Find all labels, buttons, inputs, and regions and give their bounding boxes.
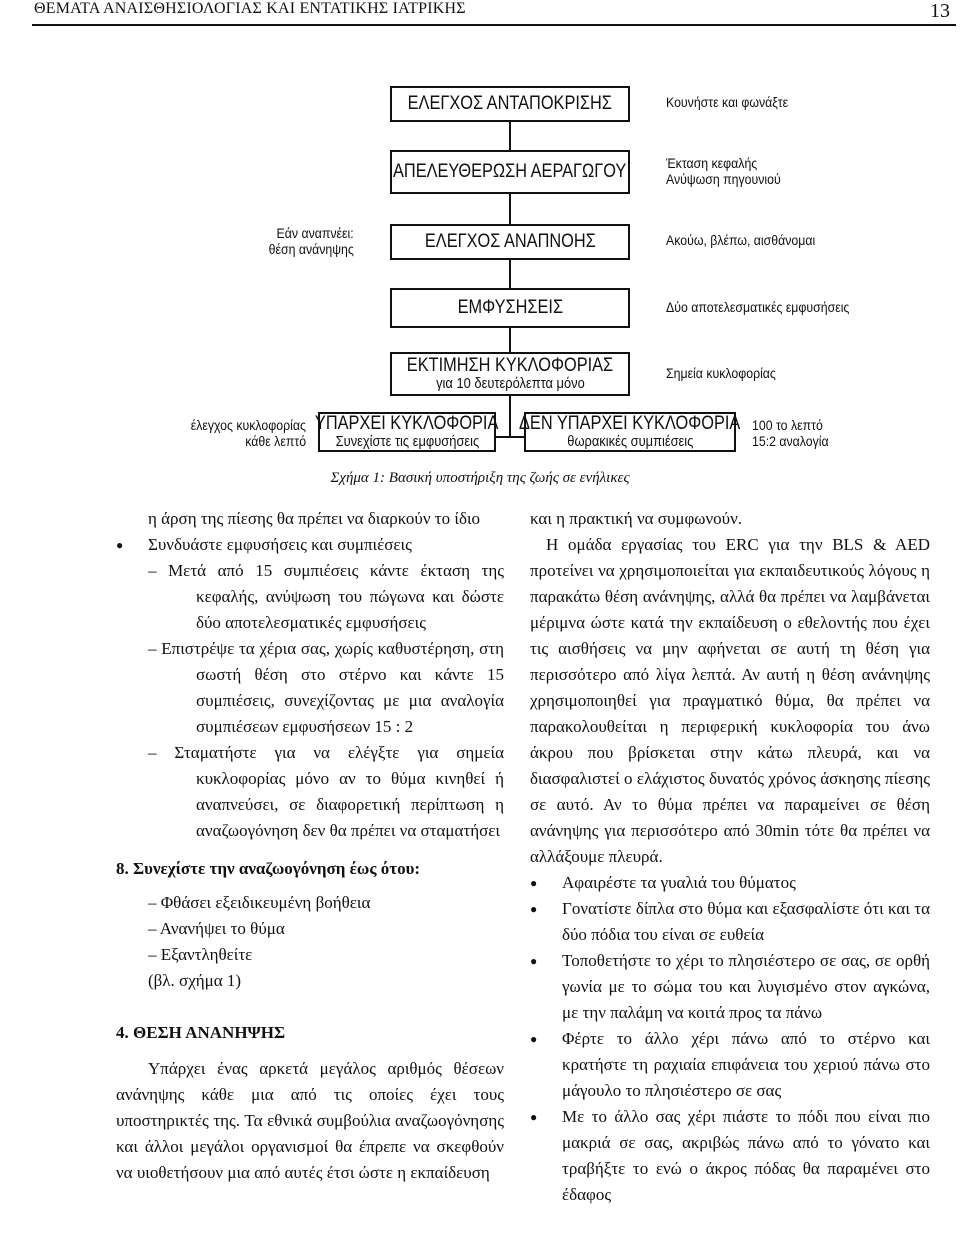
dash-item: – Φθάσει εξειδικευμένη βοήθεια bbox=[148, 893, 371, 912]
dash-item: – Σταματήστε για να ελέγξτε για σημεία κυκλοφορίας μόνο αν το θύμα κινηθεί ή αναπνεύσει, σε διαφορετική περίπτωση η αναζωογόνηση δεν θα πρέπει να σταματήσει bbox=[148, 743, 504, 840]
flow-connector bbox=[509, 194, 511, 224]
flow-note-airway-1: Έκταση κεφαλής bbox=[666, 155, 758, 171]
flow-connector bbox=[496, 436, 524, 438]
flow-note-check-circulation-2: κάθε λεπτό bbox=[245, 433, 306, 449]
flow-box-breathing bbox=[390, 224, 630, 260]
flow-box-sublabel: θωρακικές συμπιέσεις bbox=[566, 433, 694, 450]
flow-box-no-circulation bbox=[519, 412, 741, 452]
running-header-title: ΘΕΜΑΤΑ ΑΝΑΙΣΘΗΣΙΟΛΟΓΙΑΣ ΚΑΙ ΕΝΤΑΤΙΚΗΣ ΙΑΤΡΙΚΗΣ bbox=[34, 0, 466, 17]
bullet-item: ● Αφαιρέστε τα γυαλιά του θύματος bbox=[530, 870, 930, 896]
flow-note-airway-2: Ανύψωση πηγουνιού bbox=[666, 171, 781, 187]
flow-box-label: ΕΛΕΓΧΟΣ ΑΝΑΠΝΟΗΣ bbox=[424, 231, 596, 252]
flow-box-label: ΕΚΤΙΜΗΣΗ ΚΥΚΛΟΦΟΡΙΑΣ bbox=[406, 355, 614, 376]
flow-connector bbox=[509, 122, 511, 150]
right-column bbox=[530, 506, 930, 1208]
bullet-item: ● Συνδυάστε εμφυσήσεις και συμπιέσεις bbox=[116, 532, 504, 558]
flow-note-breathing: Ακούω, βλέπω, αισθάνομαι bbox=[666, 232, 816, 248]
flow-box-response-check bbox=[390, 86, 630, 122]
flow-box-circulation-present bbox=[315, 412, 499, 452]
section-heading-4: 4. ΘΕΣΗ ΑΝΑΝΗΨΗΣ bbox=[116, 1023, 286, 1042]
flow-connector bbox=[509, 260, 511, 288]
bullet-item: ● Με το άλλο σας χέρι πιάστε το πόδι που είναι πιο μακριά σε σας, ακριβώς πάνω από το γόνατο και τραβήξτε το ενώ ο άκρος πόδας θα παραμένει στο έδαφος bbox=[530, 1104, 930, 1208]
bullet-item: ● Γονατίστε δίπλα στο θύμα και εξασφαλίστε ότι και τα δύο πόδια του είναι σε ευθεία bbox=[530, 896, 930, 948]
flow-note-ventilations: Δύο αποτελεσματικές εμφυσήσεις bbox=[666, 299, 850, 315]
flow-note-recovery-2: θέση ανάνηψης bbox=[268, 241, 354, 257]
flow-box-label: ΑΠΕΛΕΥΘΕΡΩΣΗ ΑΕΡΑΓΩΓΟΥ bbox=[393, 161, 627, 182]
paragraph: η άρση της πίεσης θα πρέπει να διαρκούν το ίδιο bbox=[148, 509, 481, 528]
dash-item: – Ανανήψει το θύμα bbox=[148, 919, 285, 938]
flow-note-recovery-1: Εάν αναπνέει: bbox=[276, 225, 354, 241]
flow-note-rate: 100 το λεπτό bbox=[752, 417, 823, 433]
flow-note-circulation: Σημεία κυκλοφορίας bbox=[666, 365, 776, 381]
flow-note-response: Κουνήστε και φωνάξτε bbox=[666, 94, 789, 110]
flow-box-label: ΔΕΝ ΥΠΑΡΧΕΙ ΚΥΚΛΟΦΟΡΙΑ bbox=[519, 413, 741, 434]
bullet-item: ● Φέρτε το άλλο χέρι πάνω από το στέρνο και κρατήστε τη ραχιαία επιφάνεια του χεριού πάνω στο μάγουλο το πλησιέστερο σε σας bbox=[530, 1026, 930, 1104]
flow-note-ratio: 15:2 αναλογία bbox=[752, 433, 829, 449]
flow-box-sublabel: Συνεχίστε τις εμφυσήσεις bbox=[335, 433, 479, 450]
dash-item: – Επιστρέψε τα χέρια σας, χωρίς καθυστέρηση, στη σωστή θέση στο στέρνο και κάντε 15 συμπιέσεις, συνεχίζοντας με μια αναλογία συμπιέσεων εμφυσήσεων 15 : 2 bbox=[148, 639, 504, 736]
paragraph: Υπάρχει ένας αρκετά μεγάλος αριθμός θέσεων ανάνηψης κάθε μια από τις οποίες έχει τους υποστηρικτές της. Τα εθνικά συμβούλια αναζωογόνησης και άλλοι μεγάλοι οργανισμοί θα έπρεπε να σκεφθούν να υιοθετήσουν μια από αυτές έτσι ώστε η εκπαίδευση bbox=[116, 1059, 504, 1182]
dash-item: – Εξαντληθείτε bbox=[148, 945, 253, 964]
section-heading-8: 8. Συνεχίστε την αναζωογόνηση έως ότου: bbox=[116, 859, 421, 878]
figure-caption: Σχήμα 1: Βασική υποστήριξη της ζωής σε ενήλικες bbox=[330, 470, 630, 486]
flow-box-circulation-check bbox=[390, 352, 630, 396]
flow-box-label: ΥΠΑΡΧΕΙ ΚΥΚΛΟΦΟΡΙΑ bbox=[315, 413, 499, 434]
figure-reference: (βλ. σχήμα 1) bbox=[148, 971, 242, 990]
left-column bbox=[116, 506, 504, 1186]
dash-item: – Μετά από 15 συμπιέσεις κάντε έκταση της κεφαλής, ανύψωση του πώγωνα και δώστε δύο αποτελεσματικές εμφυσήσεις bbox=[148, 561, 504, 632]
flow-box-sublabel: για 10 δευτερόλεπτα μόνο bbox=[435, 375, 585, 392]
bullet-item: ● Τοποθετήστε το χέρι το πλησιέστερο σε σας, σε ορθή γωνία με το σώμα του και λυγισμένο στον αγκώνα, με την παλάμη να κοιτά προς τα πάνω bbox=[530, 948, 930, 1026]
page-number: 13 bbox=[930, 0, 950, 22]
paragraph: Η ομάδα εργασίας του ERC για την BLS & AED προτείνει να χρησιμοποιείται για εκπαιδευτικούς λόγους η παρακάτω θέση ανάνηψης, αλλά θα πρέπει να λαμβάνεται μέριμνα ώστε κατά την εκπαίδευση ο εθελοντής που έχει τις αισθήσεις να μην αφήνεται σε αυτή τη θέση για περισσότερο από λίγα λεπτά. Αν αυτή η θέση ανάνηψης χρησιμοποιηθεί για πραγματικό θύμα, θα πρέπει να παρακολουθείται η περιφερική κυκλοφορία του άνω άκρου που βρίσκεται στην κάτω πλευρά, και να διασφαλιστεί ο ελάχιστος δυνατός χρόνος άσκησης πίεσης σε αυτό. Αν το θύμα πρέπει να παραμείνει σε θέση ανάνηψης για περισσότερο από 30min τότε θα πρέπει να αλλάξουμε πλευρά. bbox=[530, 535, 930, 866]
flow-box-airway bbox=[390, 150, 630, 194]
flow-box-label: ΕΜΦΥΣΗΣΕΙΣ bbox=[457, 297, 563, 318]
paragraph: και η πρακτική να συμφωνούν. bbox=[530, 509, 743, 528]
header-rule bbox=[32, 24, 956, 26]
flow-connector bbox=[509, 396, 511, 438]
flow-box-label: ΕΛΕΓΧΟΣ ΑΝΤΑΠΟΚΡΙΣΗΣ bbox=[407, 93, 613, 114]
flow-connector bbox=[509, 328, 511, 352]
flow-note-check-circulation-1: έλεγχος κυκλοφορίας bbox=[190, 417, 306, 433]
flow-box-ventilations bbox=[390, 288, 630, 328]
